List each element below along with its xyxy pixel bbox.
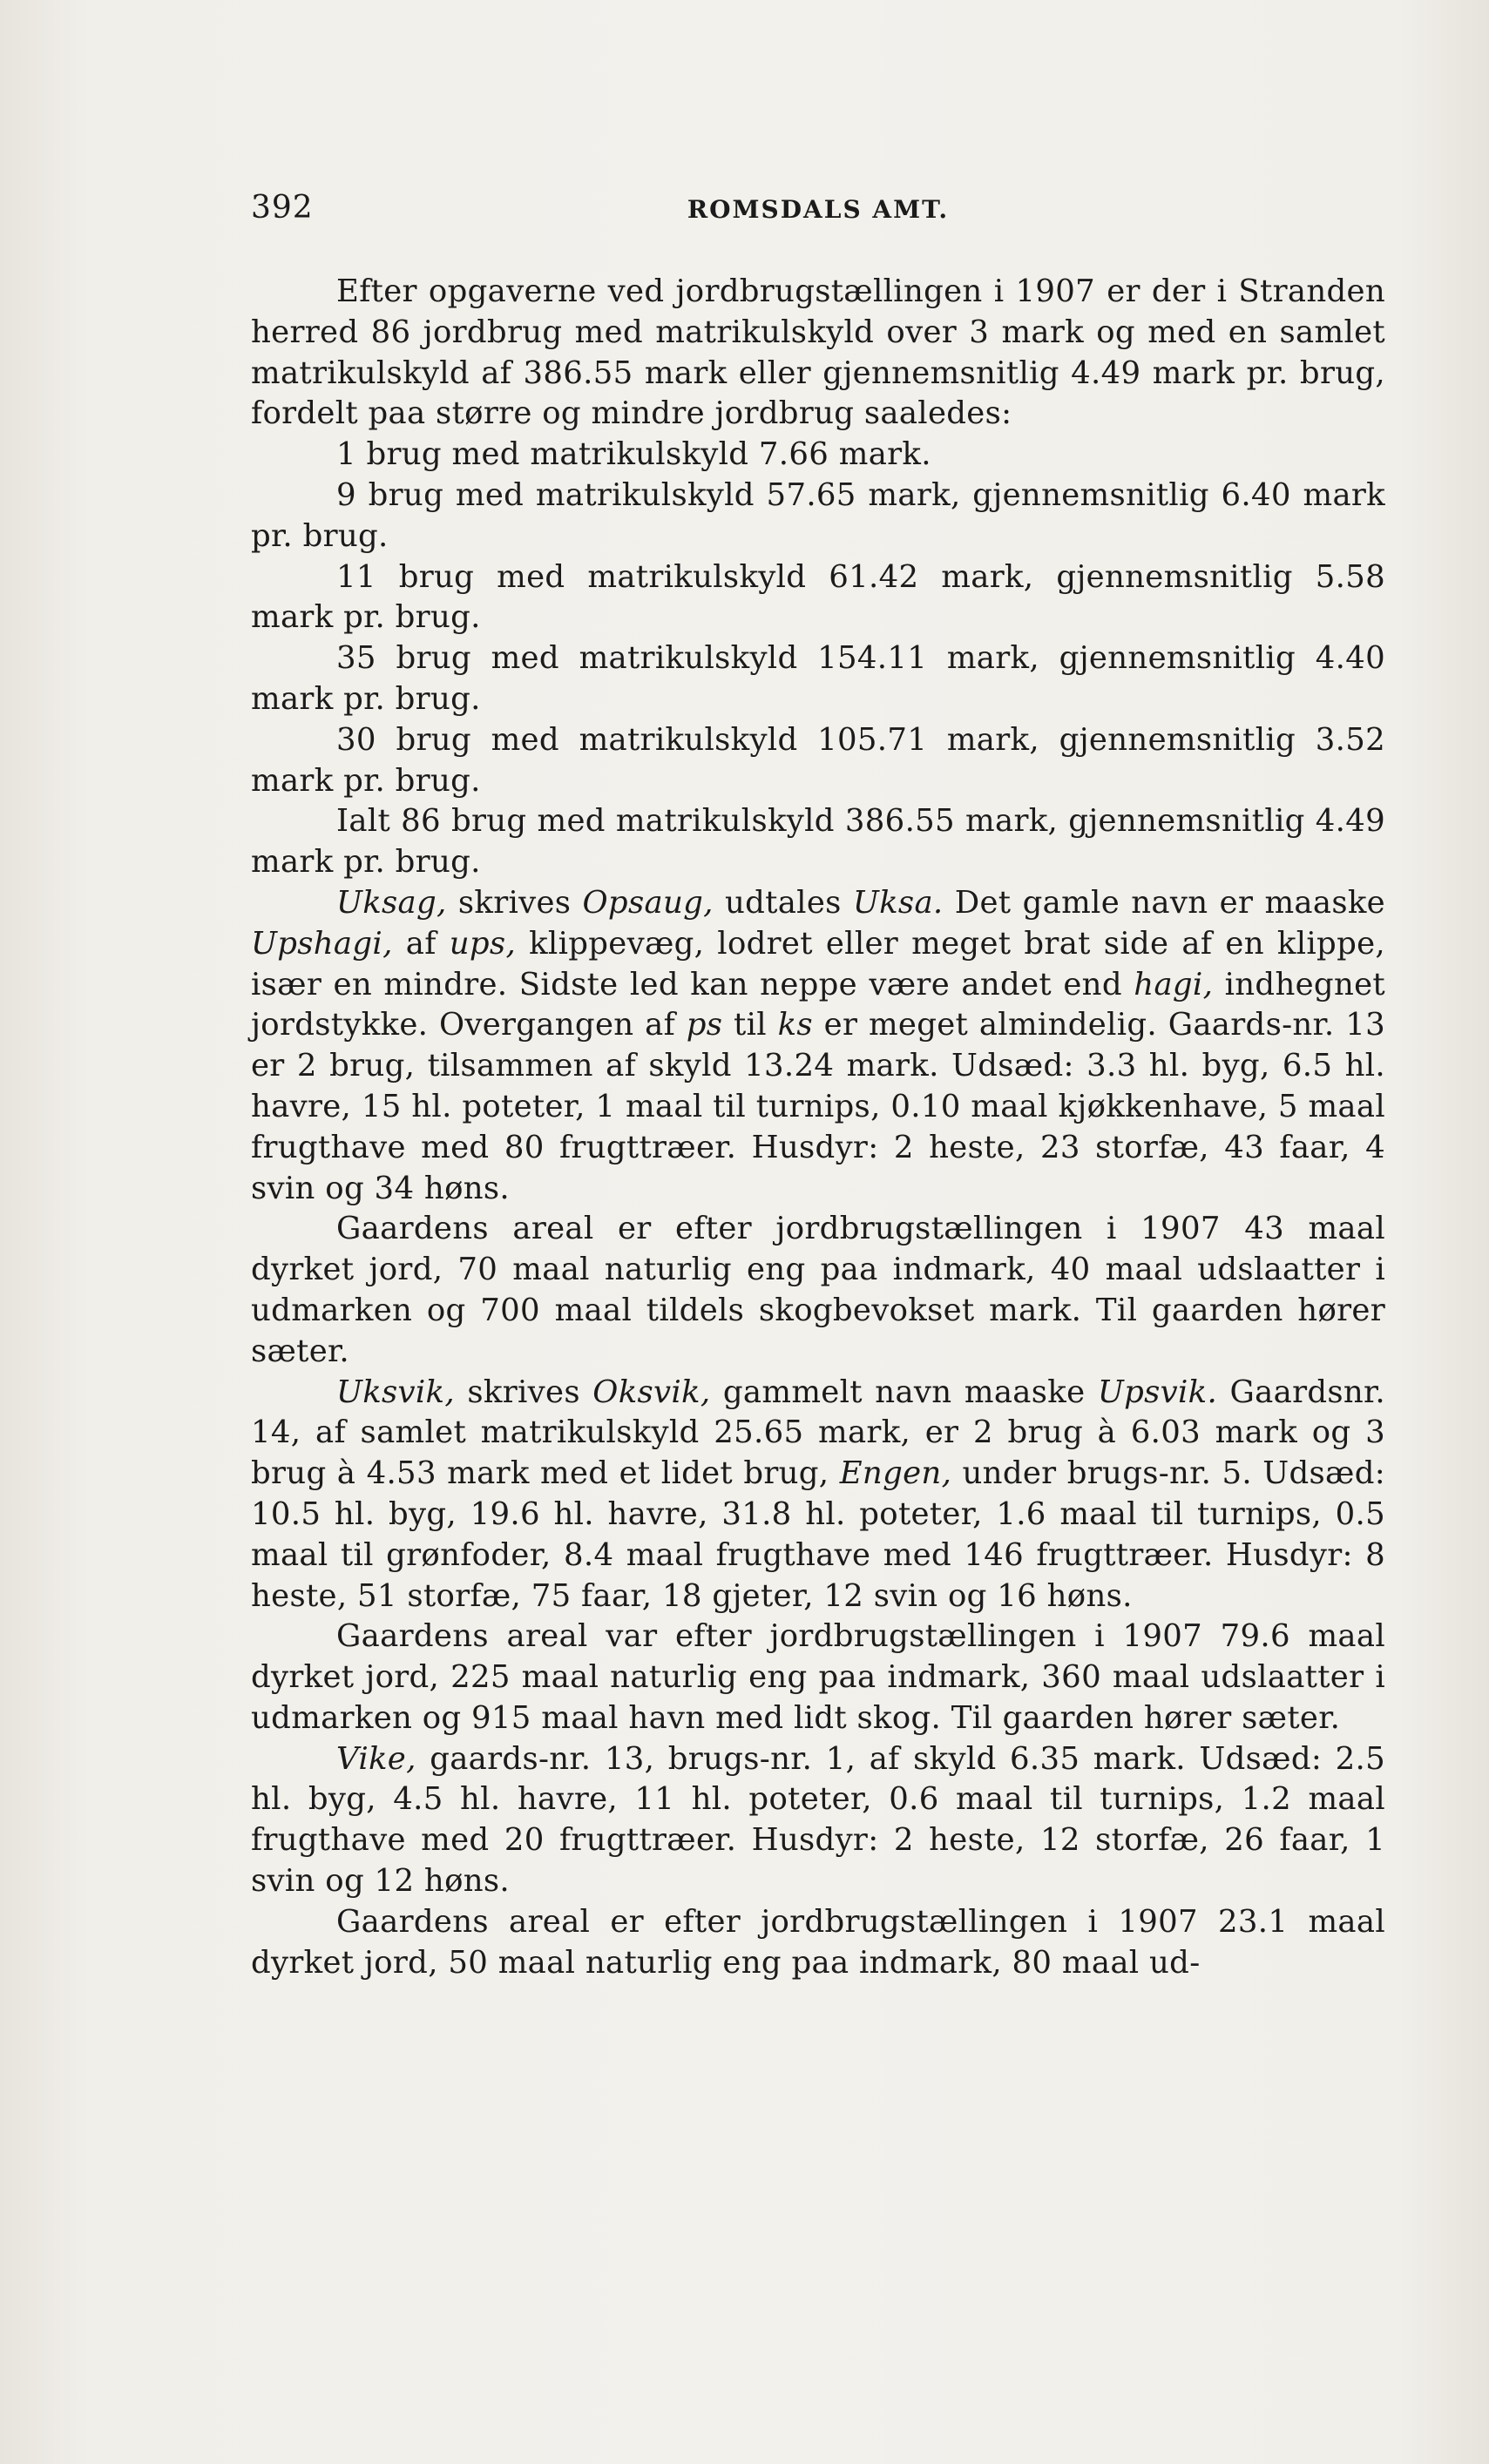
paragraph: 11 brug med matrikulskyld 61.42 mark, gjennemsnitlig 5.58 mark pr. brug. [251, 558, 1385, 636]
text-span: udtales [713, 884, 853, 921]
text-span: under brugs-nr. 5. Udsæd: 10.5 hl. byg, 19.6 hl. havre, 31.8 hl. poteter, 1.6 maal til turnips, 0.5 maal til grønfoder, 8.4 maal frugthave med 146 frugttræer. Husdyr: 8 heste, 51 storfæ, 75 faar, 18 gjeter, 12 svin og 16 høns. [251, 1455, 1385, 1614]
paragraph-uksag [251, 883, 1385, 1209]
text-span: gaards-nr. 13, brugs-nr. 1, af skyld 6.35 mark. Udsæd: 2.5 hl. byg, 4.5 hl. havre, 11 hl. poteter, 0.6 maal til turnips, 1.2 maal frugthave med 20 frugttræer. Husdyr: 2 heste, 12 storfæ, 26 faar, 1 svin og 12 høns. [251, 1740, 1385, 1900]
text-span: af [392, 925, 450, 962]
paragraph: Efter opgaverne ved jordbrugstællingen i 1907 er der i Stranden herred 86 jordbrug med matrikulskyld over 3 mark og med en samlet matrikulskyld af 386.55 mark eller gjennemsnitlig 4.49 mark pr. brug, fordelt paa større og mindre jordbrug saaledes: [251, 273, 1385, 432]
farm-name: Engen, [839, 1455, 952, 1492]
farm-name: Vike, [336, 1740, 416, 1777]
farm-name: Uksvik, [336, 1374, 455, 1410]
paragraph: 35 brug med matrikulskyld 154.11 mark, gjennemsnitlig 4.40 mark pr. brug. [251, 640, 1385, 717]
text-span: til [722, 1007, 778, 1043]
old-name: Upsvik. [1097, 1374, 1218, 1410]
paragraph: 9 brug med matrikulskyld 57.65 mark, gjennemsnitlig 6.40 mark pr. brug. [251, 476, 1385, 554]
paragraph: Gaardens areal var efter jordbrugstællingen i 1907 79.6 maal dyrket jord, 225 maal naturlig eng paa indmark, 360 maal udslaatter i udmarken og 915 maal havn med lidt skog. Til gaarden hører sæter. [251, 1618, 1385, 1736]
body-text [251, 272, 1385, 1983]
page-number: 392 [251, 190, 314, 226]
text-span: er meget almindelig. Gaards-nr. 13 er 2 brug, tilsammen af skyld 13.24 mark. Udsæd: 3.3 hl. byg, 6.5 hl. havre, 15 hl. poteter, 1 maal til turnips, 0.10 maal kjøkkenhave, 5 maal frugthave med 80 frugttræer. Husdyr: 2 heste, 23 storfæ, 43 faar, 4 svin og 34 høns. [251, 1007, 1385, 1206]
text-span: klippevæg, lodret eller meget brat side af en klippe, især en mindre. Sidste led kan neppe være andet end [251, 925, 1385, 1002]
text-span: skrives [454, 1374, 593, 1410]
text-span: indhegnet jordstykke. Overgangen af [251, 966, 1385, 1043]
farm-name: Oksvik, [592, 1374, 711, 1410]
running-head: ROMSDALS AMT. [687, 195, 950, 224]
etymology-term: hagi, [1134, 966, 1214, 1002]
etymology-term: ups, [449, 925, 517, 962]
farm-name: Uksag, [336, 884, 447, 921]
paragraph-uksvik [251, 1373, 1385, 1617]
paragraph: Gaardens areal er efter jordbrugstællingen i 1907 23.1 maal dyrket jord, 50 maal naturlig eng paa indmark, 80 maal ud- [251, 1903, 1385, 1981]
text-span: Gaardsnr. 14, af samlet matrikulskyld 25.65 mark, er 2 brug à 6.03 mark og 3 brug à 4.53 mark med et lidet brug, [251, 1374, 1385, 1492]
paragraph: 30 brug med matrikulskyld 105.71 mark, gjennemsnitlig 3.52 mark pr. brug. [251, 721, 1385, 799]
paragraph: Ialt 86 brug med matrikulskyld 386.55 mark, gjennemsnitlig 4.49 mark pr. brug. [251, 803, 1385, 881]
old-name: Upshagi, [251, 925, 393, 962]
etymology-term: ps [686, 1007, 723, 1043]
text-span: skrives [446, 884, 583, 921]
paragraph: 1 brug med matrikulskyld 7.66 mark. [336, 436, 931, 473]
text-span: Det gamle navn er maaske [943, 884, 1385, 921]
paragraph-vike [251, 1739, 1385, 1902]
text-span: gammelt navn maaske [710, 1374, 1098, 1410]
etymology-term: ks [777, 1007, 813, 1043]
paragraph: Gaardens areal er efter jordbrugstællingen i 1907 43 maal dyrket jord, 70 maal naturlig eng paa indmark, 40 maal udslaatter i udmarken og 700 maal tildels skogbevokset mark. Til gaarden hører sæter. [251, 1211, 1385, 1369]
farm-name: Uksa. [852, 884, 944, 921]
farm-name: Opsaug, [582, 884, 714, 921]
page-header [251, 190, 1385, 233]
